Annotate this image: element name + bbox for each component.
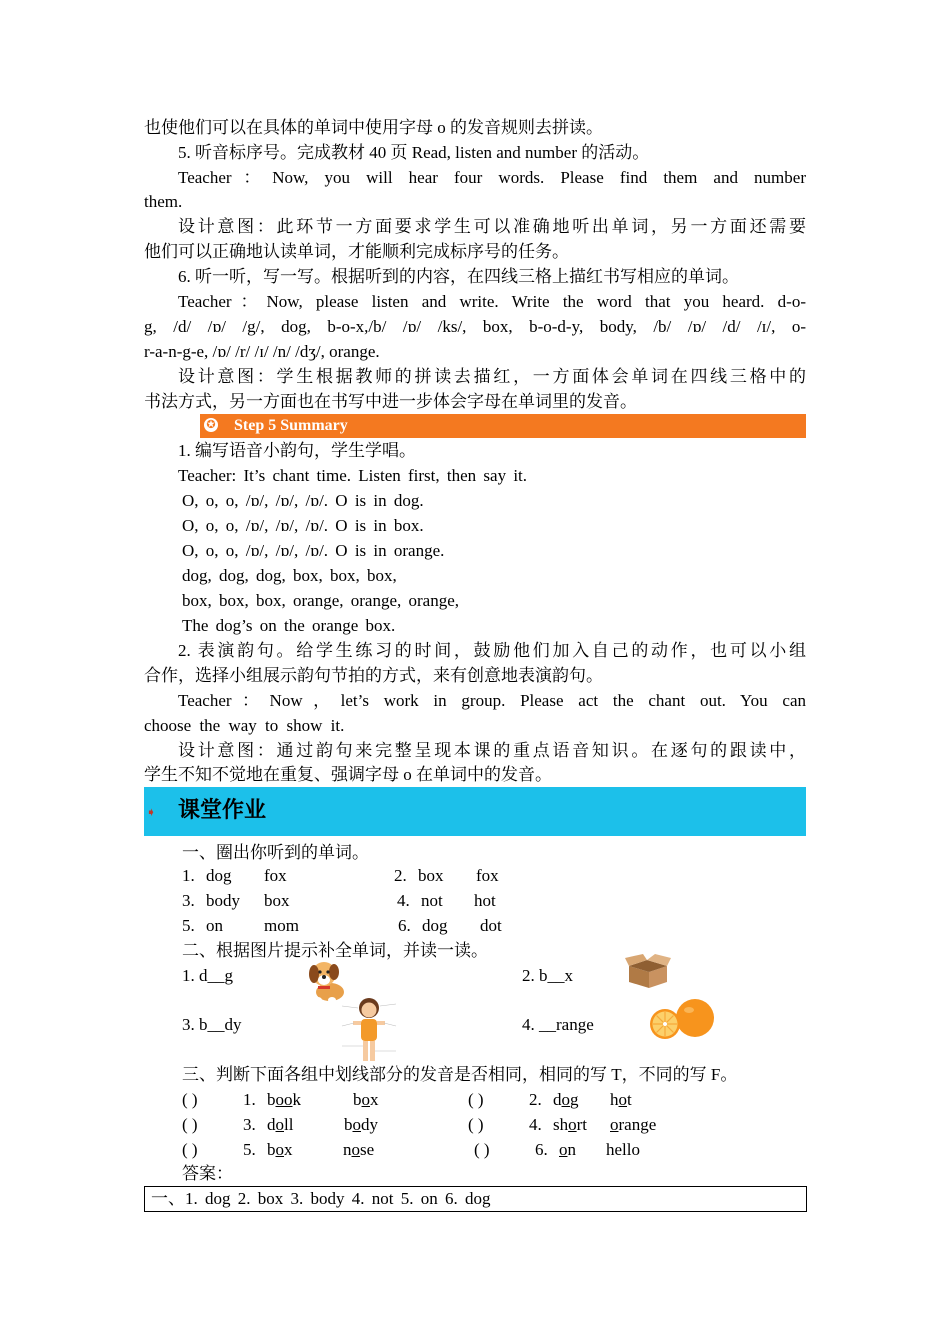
item-number: 6. [398, 916, 411, 935]
text-line: Teacher：Now, please listen and write. Write the word that you heard. d-o- [178, 292, 806, 311]
text-line: Teacher: It’s chant time. Listen first, then say it. [178, 466, 528, 485]
word-option: dog [422, 916, 448, 935]
word-pair-second: box [353, 1090, 379, 1109]
word-option: dot [480, 916, 502, 935]
chant-line: O, o, o, /ɒ/, /ɒ/, /ɒ/. O is in dog. [182, 491, 424, 510]
girl-body-picture [340, 996, 398, 1066]
chant-line: box, box, box, orange, orange, orange, [182, 591, 460, 610]
word-option: fox [264, 866, 287, 885]
text-line: 5. 听音标序号。完成教材 40 页 Read, listen and number 的活动。 [178, 143, 650, 162]
chant-line: O, o, o, /ɒ/, /ɒ/, /ɒ/. O is in box. [182, 516, 424, 535]
word-option: on [206, 916, 223, 935]
text-line: 设计意图：学生根据教师的拼读去描红，一方面体会单词在四线三格中的 [178, 367, 806, 386]
section-heading: 二、根据图片提示补全单词，并读一读。 [182, 941, 488, 960]
text-line: Teacher：Now，let’s work in group. Please act the chant out. You can [178, 691, 806, 710]
word-option: box [264, 891, 290, 910]
chant-line: The dog’s on the orange box. [182, 616, 396, 635]
word-pair-first: dog [553, 1090, 579, 1109]
answer-parens[interactable]: ( ) [468, 1115, 484, 1134]
word-pair-second: hot [610, 1090, 632, 1109]
fill-word: 1. d__g [182, 966, 233, 985]
word-option: box [418, 866, 444, 885]
chant-line: O, o, o, /ɒ/, /ɒ/, /ɒ/. O is in orange. [182, 541, 445, 560]
word-pair-first: short [553, 1115, 588, 1134]
answer-label: 答案： [182, 1164, 233, 1183]
word-option: dog [206, 866, 232, 885]
word-pair-second: nose [343, 1140, 375, 1159]
text-line: r-a-n-g-e, /ɒ/ /r/ /ɪ/ /n/ /dʒ/, orange. [144, 342, 380, 361]
fill-word: 3. b__dy [182, 1015, 242, 1034]
orange-picture [643, 996, 715, 1040]
text-line: 合作，选择小组展示韵句节拍的方式，来有创意地表演韵句。 [144, 666, 603, 685]
text-line: 2. 表演韵句。给学生练习的时间，鼓励他们加入自己的动作，也可以小组 [178, 641, 806, 660]
word-pair-first: on [559, 1140, 576, 1159]
text-line: 他们可以正确地认读单词，才能顺利完成标序号的任务。 [144, 242, 569, 261]
word-option: fox [476, 866, 499, 885]
homework-title: 课堂作业 [178, 798, 267, 823]
word-pair-first: book [267, 1090, 301, 1109]
answer-box [144, 1186, 807, 1212]
text-line: 学生不知不觉地在重复、强调字母 o 在单词中的发音。 [144, 765, 552, 784]
text-line: 设计意图：此环节一方面要求学生可以准确地听出单词，另一方面还需要 [178, 217, 806, 236]
answer-parens[interactable]: ( ) [182, 1140, 198, 1159]
text-line: 也使他们可以在具体的单词中使用字母 o 的发音规则去拼读。 [144, 118, 603, 137]
item-number: 1. [243, 1090, 256, 1109]
word-option: hot [474, 891, 496, 910]
word-pair-second: hello [606, 1140, 640, 1159]
item-number: 5. [182, 916, 195, 935]
text-line: 1. 编写语音小韵句，学生学唱。 [178, 441, 416, 460]
item-number: 4. [529, 1115, 542, 1134]
text-line: 设计意图：通过韵句来完整呈现本课的重点语音知识。在逐句的跟读中， [178, 741, 806, 760]
word-option: body [206, 891, 240, 910]
word-pair-second: orange [610, 1115, 657, 1134]
answer-parens[interactable]: ( ) [182, 1090, 198, 1109]
fill-word: 2. b__x [522, 966, 573, 985]
fill-word: 4. __range [522, 1015, 594, 1034]
section-heading: 三、判断下面各组中划线部分的发音是否相同，相同的写 T，不同的写 F。 [182, 1065, 738, 1084]
homework-header [144, 787, 806, 836]
text-line: g, /d/ /ɒ/ /g/, dog, b-o-x,/b/ /ɒ/ /ks/, box, b-o-d-y, body, /b/ /ɒ/ /d/ /ɪ/, o- [144, 317, 806, 336]
word-option: not [421, 891, 443, 910]
step-5-header [200, 414, 806, 438]
item-number: 4. [397, 891, 410, 910]
word-pair-first: box [267, 1140, 293, 1159]
box-picture [625, 954, 671, 988]
word-option: mom [264, 916, 299, 935]
step-title: Step 5 Summary [234, 417, 348, 434]
item-number: 5. [243, 1140, 256, 1159]
item-number: 1. [182, 866, 195, 885]
item-number: 3. [243, 1115, 256, 1134]
word-pair-second: body [344, 1115, 378, 1134]
arrow-bullet-icon: ➧ [146, 805, 157, 819]
item-number: 2. [529, 1090, 542, 1109]
item-number: 3. [182, 891, 195, 910]
item-number: 6. [535, 1140, 548, 1159]
word-pair-first: doll [267, 1115, 294, 1134]
star-badge-icon: ✪ [204, 418, 218, 432]
item-number: 2. [394, 866, 407, 885]
text-line: 6. 听一听，写一写。根据听到的内容，在四线三格上描红书写相应的单词。 [178, 267, 739, 286]
text-line: choose the way to show it. [144, 716, 345, 735]
text-line: Teacher：Now, you will hear four words. Please find them and number [178, 168, 806, 187]
chant-line: dog, dog, dog, box, box, box, [182, 566, 397, 585]
answer-parens[interactable]: ( ) [182, 1115, 198, 1134]
answer-line: 一、1. dog 2. box 3. body 4. not 5. on 6. dog [151, 1189, 491, 1208]
answer-parens[interactable]: ( ) [468, 1090, 484, 1109]
section-heading: 一、圈出你听到的单词。 [182, 843, 369, 862]
text-line: them. [144, 192, 183, 211]
answer-parens[interactable]: ( ) [474, 1140, 490, 1159]
text-line: 书法方式，另一方面也在书写中进一步体会字母在单词里的发音。 [144, 392, 637, 411]
